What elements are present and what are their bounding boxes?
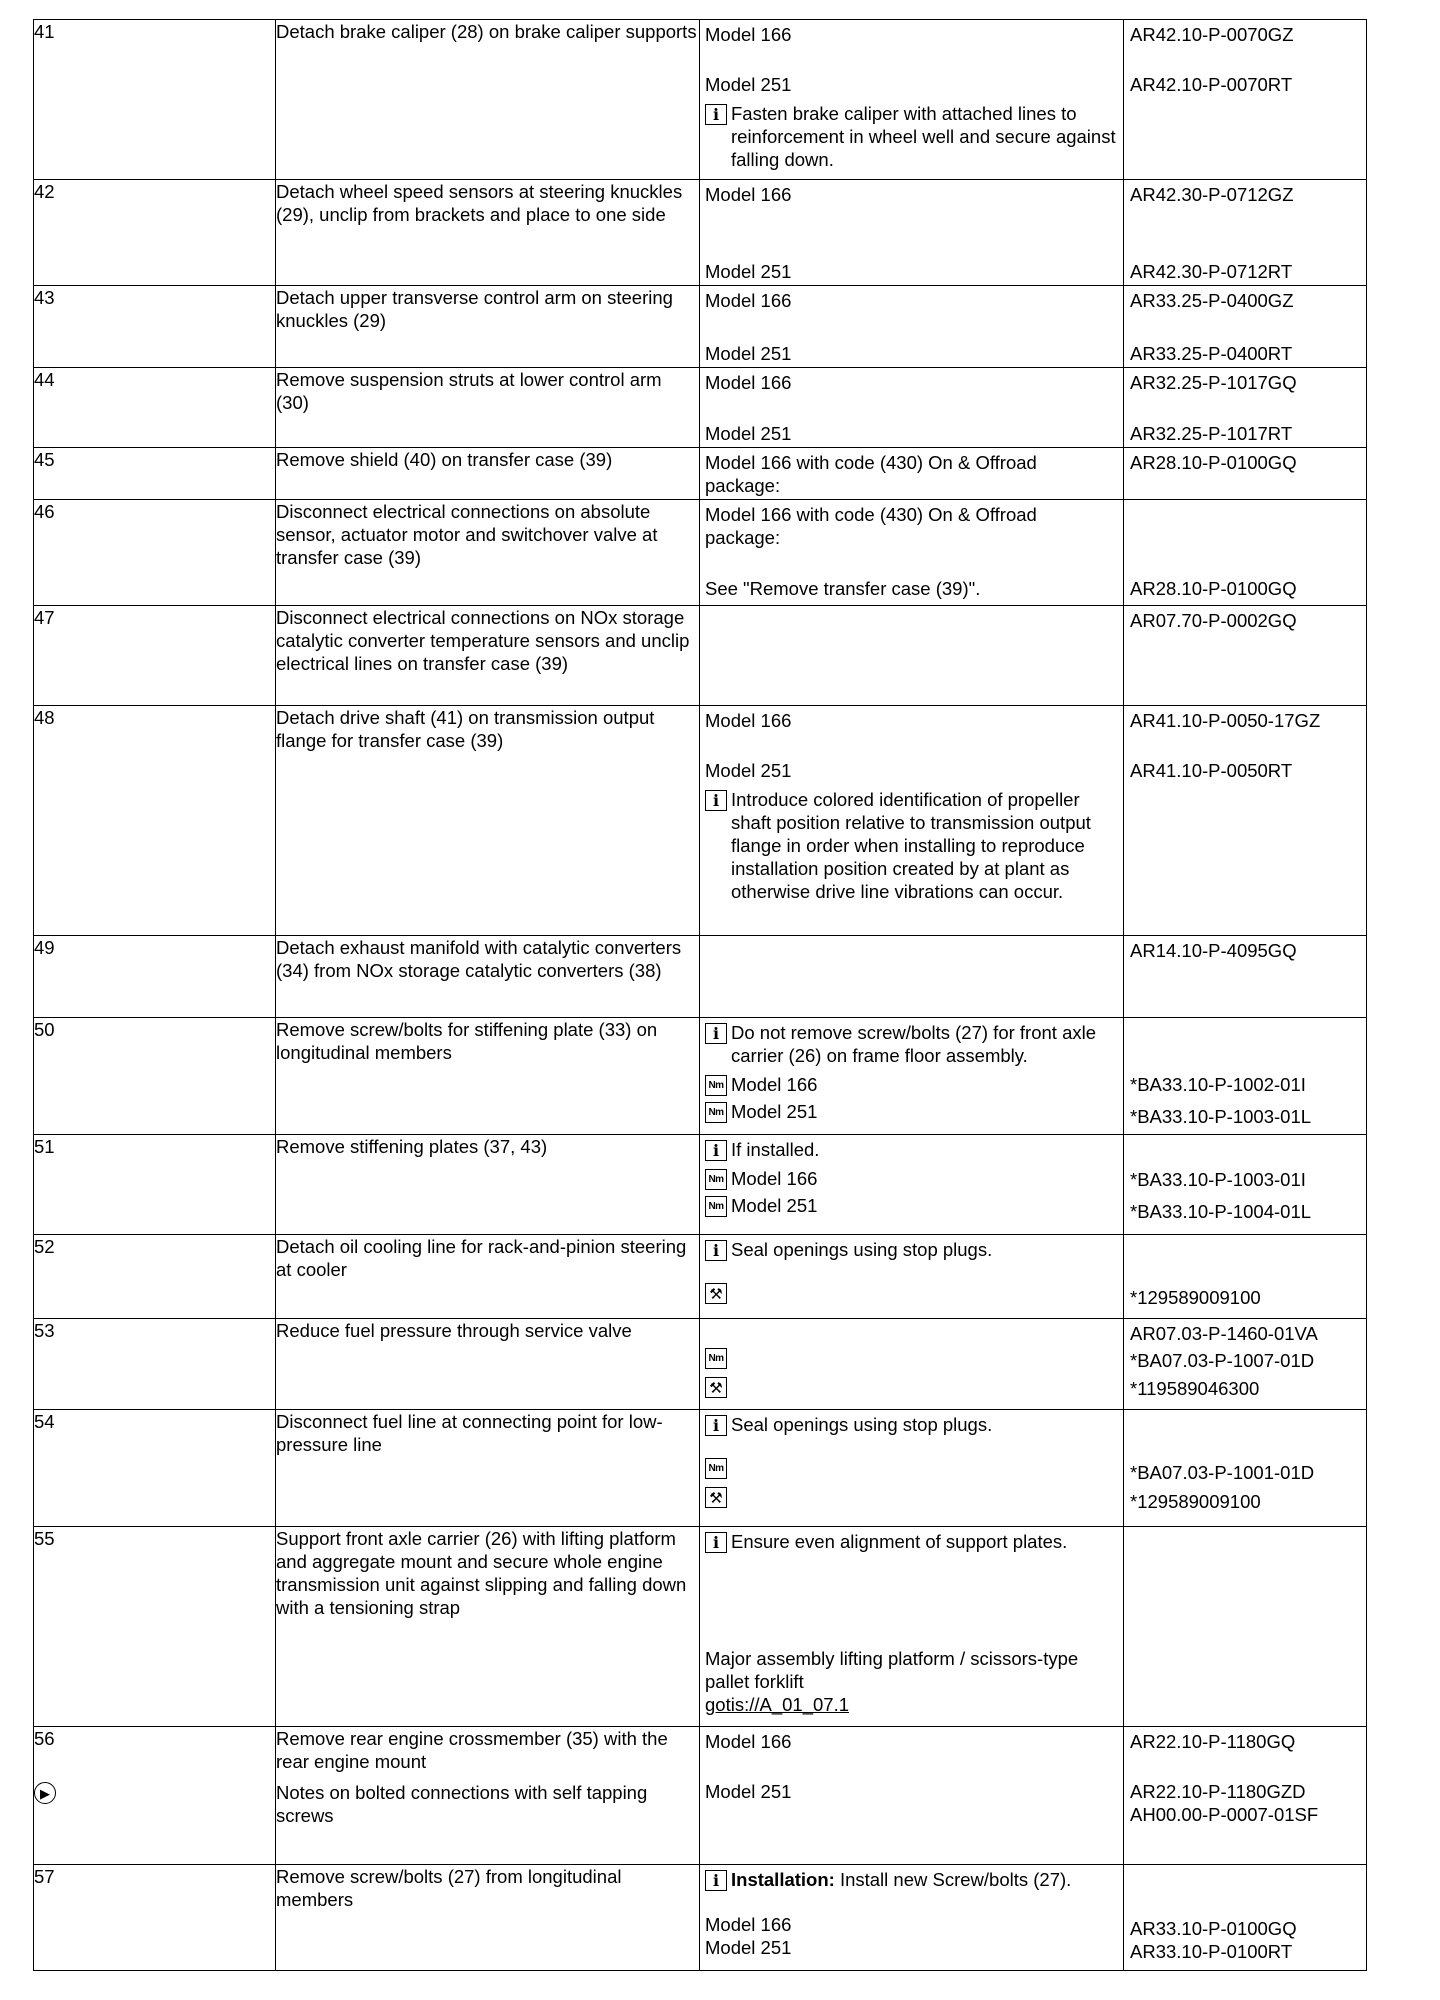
condition-cell bbox=[700, 1410, 1124, 1527]
step-description: Remove stiffening plates (37, 43) bbox=[276, 1135, 700, 1235]
reference-link[interactable]: AR28.10-P-0100GQ bbox=[1130, 578, 1297, 599]
torque-icon: Nm bbox=[705, 1348, 727, 1369]
reference-link[interactable]: AR07.03-P-1460-01VA bbox=[1130, 1323, 1318, 1344]
torque-line bbox=[700, 1194, 1123, 1217]
condition-cell bbox=[700, 1319, 1124, 1410]
gotis-link[interactable]: gotis://A_01_07.1 bbox=[705, 1694, 849, 1715]
step-description: Detach brake caliper (28) on brake caliper supports bbox=[276, 20, 700, 180]
condition-text: Model 251 bbox=[731, 1195, 818, 1216]
reference-link[interactable]: *119589046300 bbox=[1130, 1378, 1260, 1399]
step-number: 46 bbox=[34, 500, 276, 606]
step-number: 51 bbox=[34, 1135, 276, 1235]
reference-cell bbox=[1124, 1235, 1367, 1319]
condition-cell bbox=[700, 448, 1124, 500]
tool-icon: ⚒ bbox=[705, 1283, 727, 1304]
step-number: 44 bbox=[34, 368, 276, 448]
step-description: Remove screw/bolts (27) from longitudinal members bbox=[276, 1865, 700, 1971]
condition-text: Model 166 bbox=[705, 290, 792, 311]
step-number: 53 bbox=[34, 1319, 276, 1410]
condition-text: Model 251 bbox=[705, 1781, 792, 1802]
reference-cell bbox=[1124, 368, 1367, 448]
table-row bbox=[34, 1319, 1367, 1410]
reference-link[interactable]: AR42.10-P-0070RT bbox=[1130, 74, 1293, 95]
info-note bbox=[700, 1018, 1123, 1067]
reference-link[interactable]: AR42.30-P-0712RT bbox=[1130, 261, 1293, 282]
reference-link[interactable]: AR33.25-P-0400RT bbox=[1130, 343, 1293, 364]
info-icon: i bbox=[705, 1415, 727, 1436]
step-number: 48 bbox=[34, 706, 276, 936]
torque-icon: Nm bbox=[705, 1075, 727, 1096]
info-note bbox=[700, 1135, 1123, 1161]
torque-line bbox=[700, 1073, 1123, 1096]
condition-text: Model 166 with code (430) On & Offroad package: bbox=[705, 504, 1037, 548]
condition-text: Model 166 bbox=[731, 1074, 818, 1095]
step-description: Detach upper transverse control arm on steering knuckles (29) bbox=[276, 286, 700, 368]
step-number bbox=[34, 1727, 276, 1865]
info-icon: i bbox=[705, 1240, 727, 1261]
condition-cell bbox=[700, 936, 1124, 1018]
info-icon: i bbox=[705, 1023, 727, 1044]
condition-text: Model 166 bbox=[705, 1914, 792, 1935]
table-row bbox=[34, 368, 1367, 448]
table-row bbox=[34, 1527, 1367, 1727]
condition-cell bbox=[700, 20, 1124, 180]
condition-text: Model 166 bbox=[705, 710, 792, 731]
reference-cell bbox=[1124, 286, 1367, 368]
info-icon: i bbox=[705, 1532, 727, 1553]
torque-icon: Nm bbox=[705, 1458, 727, 1479]
tool-line bbox=[700, 1375, 1123, 1398]
step-number: 45 bbox=[34, 448, 276, 500]
step-description: Detach wheel speed sensors at steering knuckles (29), unclip from brackets and place to one side bbox=[276, 180, 700, 286]
torque-icon: Nm bbox=[705, 1196, 727, 1217]
reference-link[interactable]: AH00.00-P-0007-01SF bbox=[1130, 1804, 1319, 1825]
note-text: Fasten brake caliper with attached lines to reinforcement in wheel well and secure against falling down. bbox=[731, 103, 1116, 170]
condition-text: Model 251 bbox=[705, 1937, 792, 1958]
step-number: 54 bbox=[34, 1410, 276, 1527]
table-row bbox=[34, 1018, 1367, 1135]
step-number: 50 bbox=[34, 1018, 276, 1135]
step-number: 57 bbox=[34, 1865, 276, 1971]
note-text: Ensure even alignment of support plates. bbox=[731, 1531, 1068, 1552]
reference-link[interactable]: *129589009100 bbox=[1130, 1491, 1261, 1512]
condition-text: Model 251 bbox=[705, 760, 792, 781]
reference-cell bbox=[1124, 20, 1367, 180]
arrow-circle-icon[interactable]: ▶ bbox=[34, 1782, 56, 1804]
info-note bbox=[700, 1527, 1123, 1553]
torque-icon: Nm bbox=[705, 1169, 727, 1190]
condition-text: See "Remove transfer case (39)". bbox=[705, 578, 981, 599]
step-description: Remove suspension struts at lower control arm (30) bbox=[276, 368, 700, 448]
step-description: Detach drive shaft (41) on transmission output flange for transfer case (39) bbox=[276, 706, 700, 936]
tool-line bbox=[700, 1281, 1123, 1304]
info-note bbox=[700, 1235, 1123, 1261]
reference-link[interactable]: AR33.25-P-0400GZ bbox=[1130, 290, 1294, 311]
condition-cell bbox=[700, 1135, 1124, 1235]
reference-cell bbox=[1124, 606, 1367, 706]
tool-line bbox=[700, 1485, 1123, 1508]
reference-cell bbox=[1124, 448, 1367, 500]
info-note bbox=[700, 1410, 1123, 1436]
reference-link[interactable]: AR28.10-P-0100GQ bbox=[1130, 452, 1297, 473]
table-row bbox=[34, 1727, 1367, 1865]
condition-cell bbox=[700, 180, 1124, 286]
condition-cell bbox=[700, 606, 1124, 706]
procedure-table bbox=[33, 19, 1367, 1971]
step-description: Disconnect electrical connections on NOx storage catalytic converter temperature sensors and unclip electrical lines on transfer case (39) bbox=[276, 606, 700, 706]
step-description: Disconnect electrical connections on absolute sensor, actuator motor and switchover valve at transfer case (39) bbox=[276, 500, 700, 606]
reference-link[interactable]: *BA07.03-P-1007-01D bbox=[1130, 1350, 1315, 1371]
table-row bbox=[34, 1865, 1367, 1971]
step-number-text: 56 bbox=[34, 1728, 55, 1749]
reference-link[interactable]: AR33.10-P-0100GQ bbox=[1130, 1918, 1297, 1939]
condition-text: Model 251 bbox=[705, 261, 792, 282]
step-description bbox=[276, 1727, 700, 1865]
info-icon: i bbox=[705, 1140, 727, 1161]
step-description-text: Remove rear engine crossmember (35) with the rear engine mount bbox=[276, 1728, 668, 1772]
condition-text: Model 166 bbox=[705, 372, 792, 393]
reference-link[interactable]: AR33.10-P-0100RT bbox=[1130, 1941, 1293, 1962]
condition-text: Model 166 bbox=[705, 1731, 792, 1752]
tool-icon: ⚒ bbox=[705, 1377, 727, 1398]
table-row bbox=[34, 286, 1367, 368]
table-row bbox=[34, 1410, 1367, 1527]
reference-link[interactable]: *BA33.10-P-1003-01L bbox=[1130, 1106, 1312, 1127]
note-text: If installed. bbox=[731, 1139, 820, 1160]
condition-text: Model 251 bbox=[705, 74, 792, 95]
note-text: Seal openings using stop plugs. bbox=[731, 1414, 993, 1435]
step-number: 55 bbox=[34, 1527, 276, 1727]
reference-cell bbox=[1124, 1527, 1367, 1727]
table-row bbox=[34, 706, 1367, 936]
step-description: Reduce fuel pressure through service valve bbox=[276, 1319, 700, 1410]
info-icon: i bbox=[705, 104, 727, 125]
table-row bbox=[34, 936, 1367, 1018]
reference-cell bbox=[1124, 180, 1367, 286]
step-description: Detach oil cooling line for rack-and-pinion steering at cooler bbox=[276, 1235, 700, 1319]
torque-line bbox=[700, 1100, 1123, 1123]
reference-link[interactable]: AR41.10-P-0050RT bbox=[1130, 760, 1293, 781]
condition-cell bbox=[700, 1527, 1124, 1727]
condition-cell bbox=[700, 1727, 1124, 1865]
table-row bbox=[34, 1235, 1367, 1319]
step-description: Remove shield (40) on transfer case (39) bbox=[276, 448, 700, 500]
info-note bbox=[700, 102, 1123, 171]
step-description: Remove screw/bolts for stiffening plate (33) on longitudinal members bbox=[276, 1018, 700, 1135]
condition-text: Model 251 bbox=[705, 343, 792, 364]
table-row bbox=[34, 606, 1367, 706]
condition-text: Model 166 bbox=[731, 1168, 818, 1189]
reference-cell bbox=[1124, 1319, 1367, 1410]
info-note bbox=[700, 788, 1123, 903]
condition-text: Model 166 bbox=[705, 184, 792, 205]
reference-cell bbox=[1124, 936, 1367, 1018]
note-bold-label: Installation: bbox=[731, 1869, 835, 1890]
condition-cell bbox=[700, 368, 1124, 448]
tool-icon: ⚒ bbox=[705, 1487, 727, 1508]
step-description: Disconnect fuel line at connecting point for low-pressure line bbox=[276, 1410, 700, 1527]
condition-cell bbox=[700, 1865, 1124, 1971]
reference-link[interactable]: *BA33.10-P-1002-01I bbox=[1130, 1074, 1306, 1095]
table-row bbox=[34, 180, 1367, 286]
note-link-text[interactable]: Notes on bolted connections with self tapping screws bbox=[276, 1782, 648, 1826]
table-row bbox=[34, 448, 1367, 500]
reference-link[interactable]: AR41.10-P-0050-17GZ bbox=[1130, 710, 1321, 731]
info-icon: i bbox=[705, 790, 727, 811]
table-row bbox=[34, 1135, 1367, 1235]
torque-line bbox=[700, 1456, 1123, 1479]
table-row bbox=[34, 20, 1367, 180]
condition-cell bbox=[700, 1235, 1124, 1319]
info-icon: i bbox=[705, 1870, 727, 1891]
note-text: Seal openings using stop plugs. bbox=[731, 1239, 993, 1260]
condition-text: Major assembly lifting platform / scissors-type pallet forklift bbox=[705, 1648, 1079, 1692]
condition-text: Model 251 bbox=[705, 423, 792, 444]
reference-cell bbox=[1124, 1018, 1367, 1135]
step-number: 42 bbox=[34, 180, 276, 286]
condition-cell bbox=[700, 286, 1124, 368]
reference-link[interactable]: AR42.10-P-0070GZ bbox=[1130, 24, 1294, 45]
step-number: 49 bbox=[34, 936, 276, 1018]
condition-text: Model 166 with code (430) On & Offroad package: bbox=[705, 452, 1037, 496]
reference-link[interactable]: AR32.25-P-1017GQ bbox=[1130, 372, 1297, 393]
step-number: 52 bbox=[34, 1235, 276, 1319]
torque-line bbox=[700, 1167, 1123, 1190]
step-description: Detach exhaust manifold with catalytic converters (34) from NOx storage catalytic converters (38) bbox=[276, 936, 700, 1018]
reference-link[interactable]: AR14.10-P-4095GQ bbox=[1130, 940, 1297, 961]
step-number: 41 bbox=[34, 20, 276, 180]
reference-link[interactable]: *BA07.03-P-1001-01D bbox=[1130, 1462, 1315, 1483]
info-note bbox=[700, 1865, 1123, 1891]
step-description: Support front axle carrier (26) with lifting platform and aggregate mount and secure whole engine transmission unit against slipping and falling down with a tensioning strap bbox=[276, 1527, 700, 1727]
note-text: Install new Screw/bolts (27). bbox=[839, 1869, 1072, 1890]
reference-link[interactable]: AR22.10-P-1180GZD bbox=[1130, 1781, 1306, 1802]
reference-link[interactable]: AR32.25-P-1017RT bbox=[1130, 423, 1293, 444]
note-text: Introduce colored identification of propeller shaft position relative to transmission output flange in order when installing to reproduce installation position created by at plant as otherwise drive line vibrations can occur. bbox=[731, 789, 1091, 902]
step-number: 47 bbox=[34, 606, 276, 706]
torque-line bbox=[700, 1346, 1123, 1369]
condition-cell bbox=[700, 1018, 1124, 1135]
reference-cell bbox=[1124, 1727, 1367, 1865]
reference-cell bbox=[1124, 1135, 1367, 1235]
table-row bbox=[34, 500, 1367, 606]
condition-cell bbox=[700, 706, 1124, 936]
torque-icon: Nm bbox=[705, 1102, 727, 1123]
note-text: Do not remove screw/bolts (27) for front axle carrier (26) on frame floor assembly. bbox=[731, 1022, 1097, 1066]
reference-link[interactable]: AR07.70-P-0002GQ bbox=[1130, 610, 1297, 631]
reference-cell bbox=[1124, 706, 1367, 936]
reference-link[interactable]: AR22.10-P-1180GQ bbox=[1130, 1731, 1296, 1752]
reference-cell bbox=[1124, 1865, 1367, 1971]
reference-link[interactable]: *BA33.10-P-1003-01I bbox=[1130, 1169, 1306, 1190]
reference-link[interactable]: *129589009100 bbox=[1130, 1287, 1261, 1308]
reference-cell bbox=[1124, 1410, 1367, 1527]
reference-cell bbox=[1124, 500, 1367, 606]
step-number: 43 bbox=[34, 286, 276, 368]
condition-text: Model 166 bbox=[705, 24, 792, 45]
condition-text: Model 251 bbox=[731, 1101, 818, 1122]
reference-link[interactable]: *BA33.10-P-1004-01L bbox=[1130, 1201, 1312, 1222]
condition-cell bbox=[700, 500, 1124, 606]
reference-link[interactable]: AR42.30-P-0712GZ bbox=[1130, 184, 1294, 205]
